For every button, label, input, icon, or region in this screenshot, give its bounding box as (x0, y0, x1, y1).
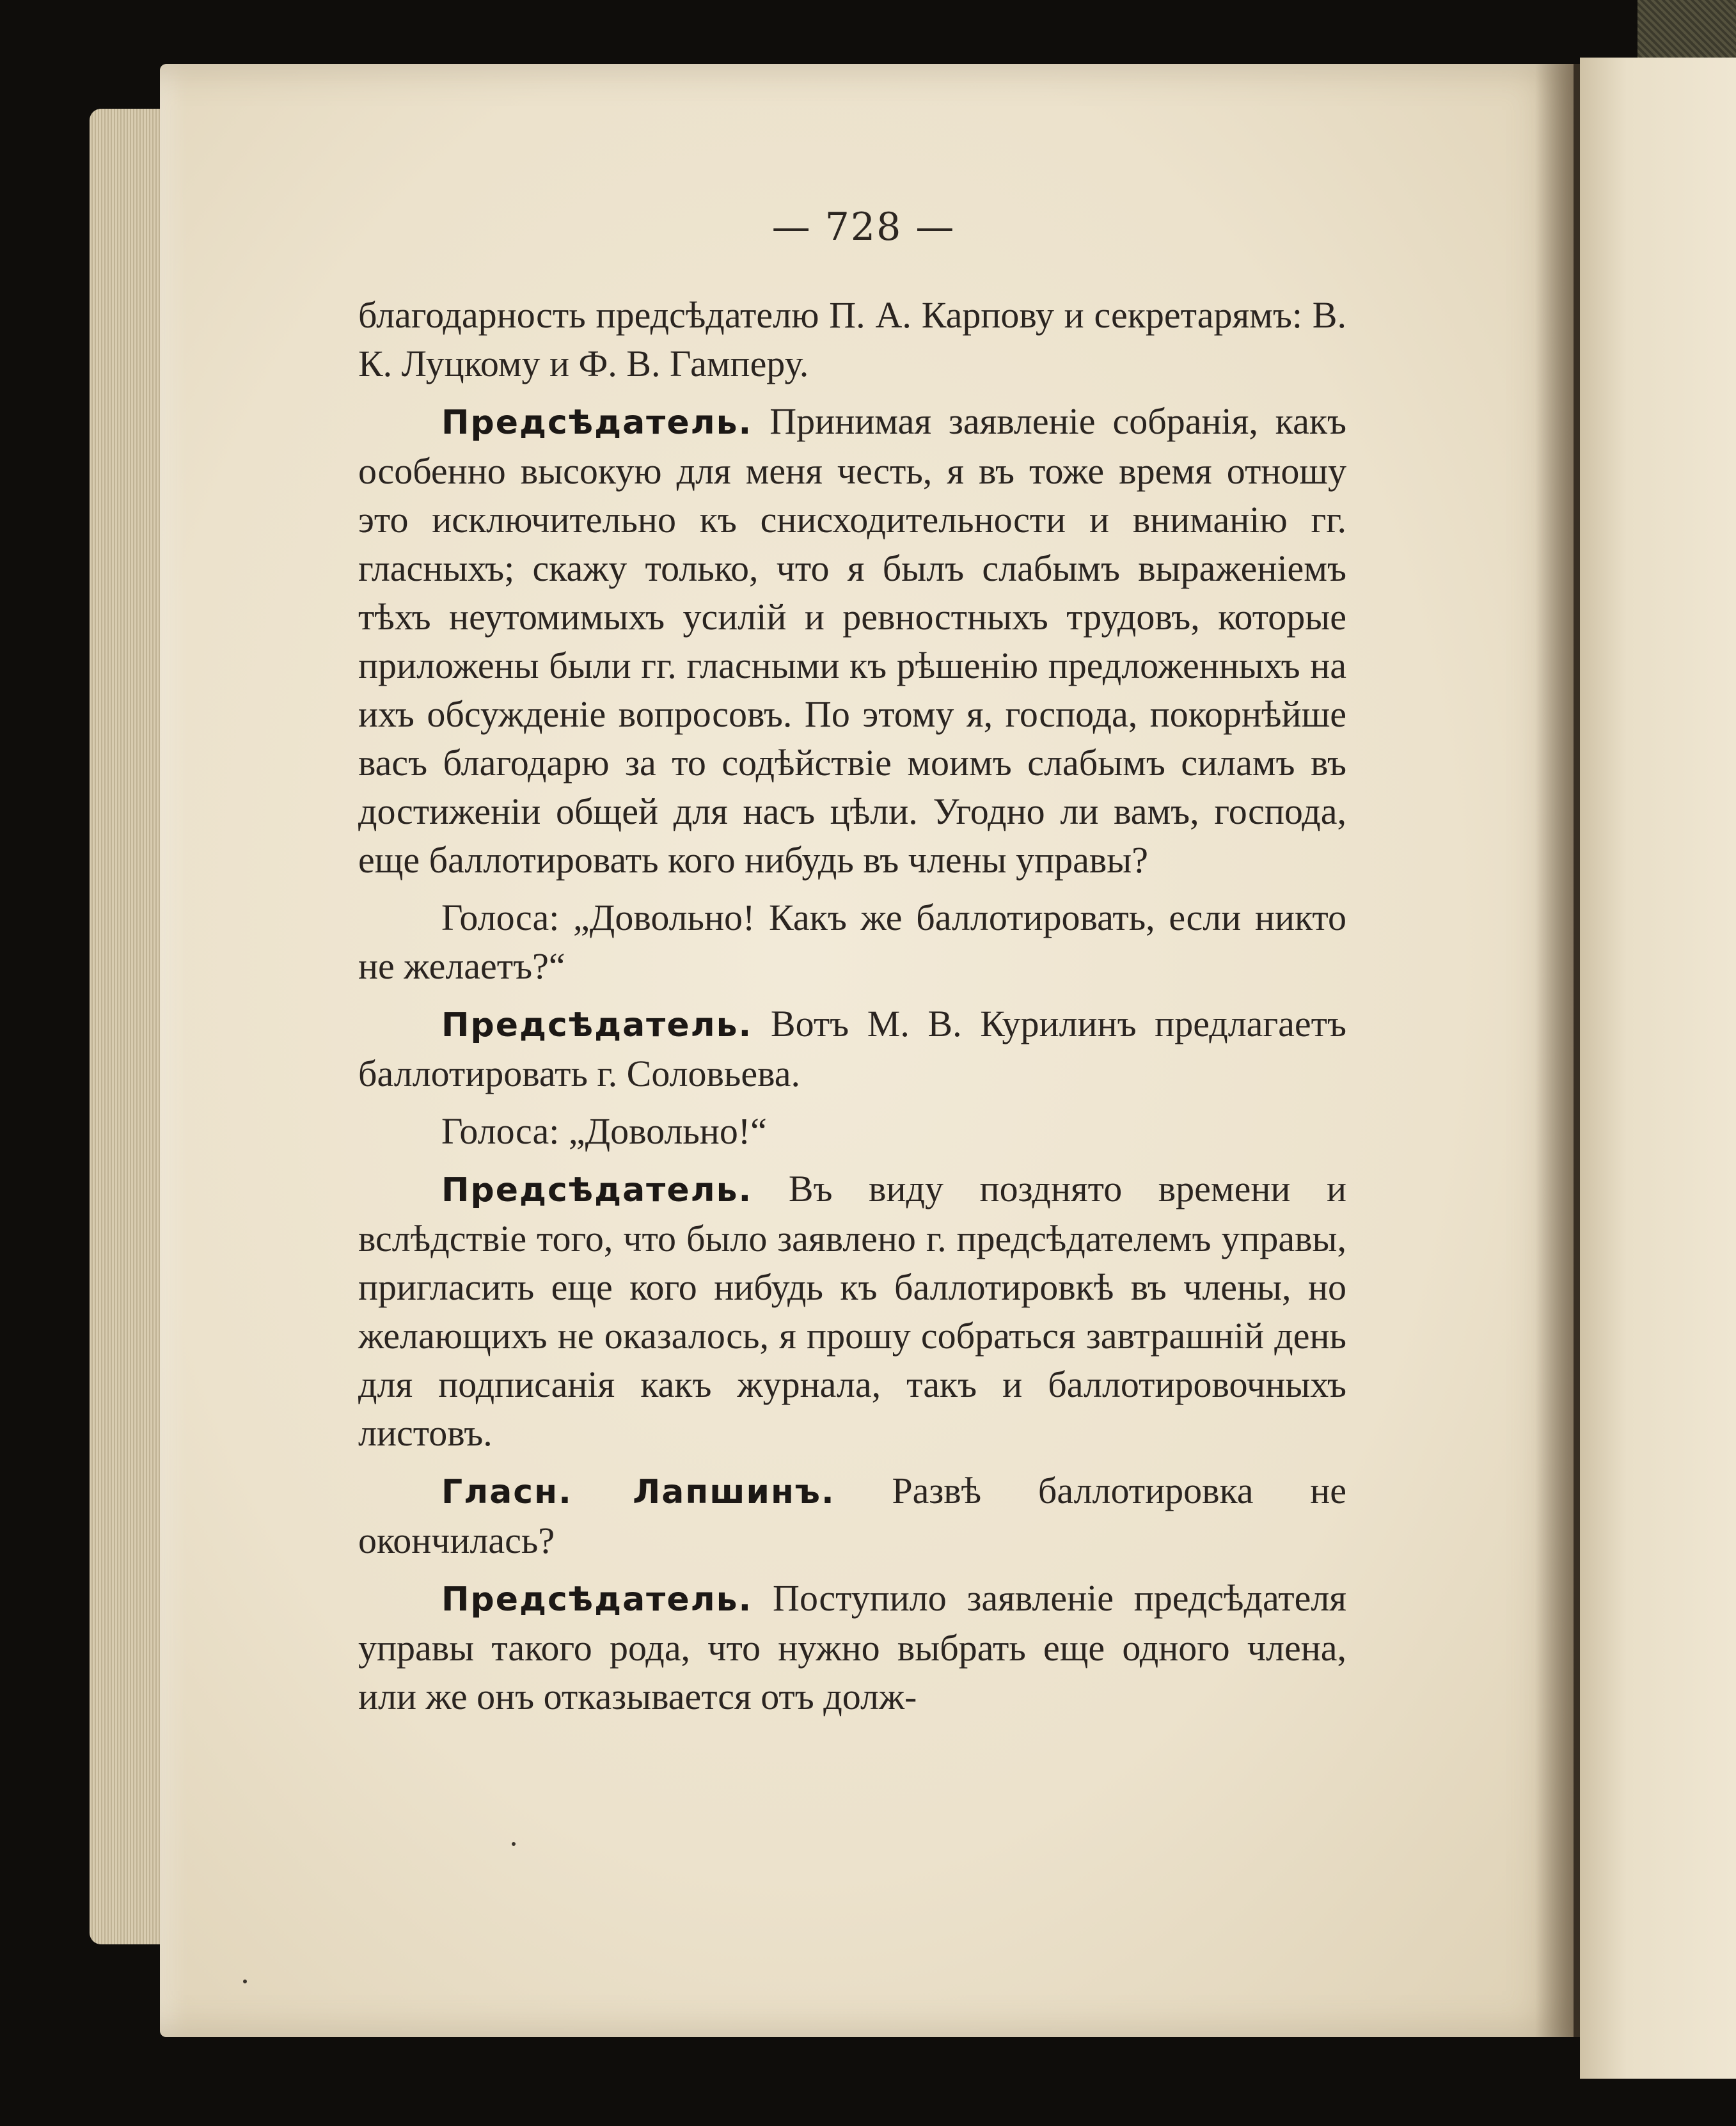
paragraph-3-text: Голоса: „Довольно! Какъ же баллотировать, если никто не желаетъ?“ (358, 897, 1346, 987)
speaker-label: Предсѣдатель. (441, 404, 753, 442)
paper-speck (512, 1842, 516, 1846)
paragraph-1 (358, 291, 1346, 388)
speaker-label: Предсѣдатель. (441, 1006, 753, 1044)
paragraph-7-text: Развѣ баллотировка не окончилась? (358, 1470, 1346, 1561)
paragraph-4-text: Вотъ М. В. Курилинъ предлагаетъ баллотировать г. Соловьева. (358, 1003, 1346, 1094)
speaker-label: Предсѣдатель. (441, 1580, 753, 1619)
paragraph-2-text: Принимая заявленіе собранія, какъ особенно высокую для меня честь, я въ тоже время отношу это исключительно къ снисходительности и вниманію гг. гласныхъ; скажу только, что я былъ слабымъ выраженіемъ тѣхъ неутомимыхъ усилій и ревностныхъ трудовъ, которые приложены были гг. гласными къ рѣшенію предложенныхъ на ихъ обсужденіе вопросовъ. По этому я, господа, покорнѣйше васъ благодарю за то содѣйствіе моимъ слабымъ силамъ въ достиженіи общей для насъ цѣли. Угодно ли вамъ, господа, еще баллотировать кого нибудь въ члены управы? (358, 400, 1346, 881)
paragraph-7 (358, 1467, 1346, 1565)
speaker-label: Гласн. Лапшинъ. (441, 1473, 835, 1511)
paragraph-8-text: Поступило заявленіе предсѣдателя управы такого рода, что нужно выбрать еще одного члена, или же онъ отказывается отъ долж- (358, 1577, 1346, 1717)
paragraph-8 (358, 1574, 1346, 1721)
paragraph-5 (358, 1107, 1346, 1156)
paragraph-3 (358, 894, 1346, 991)
page-number: — 728 — (771, 205, 956, 249)
paragraph-6-text: Въ виду позднято времени и вслѣдствіе того, что было заявлено г. предсѣдателемъ управы, пригласить еще кого нибудь къ баллотировкѣ въ члены, но желающихъ не оказалось, я прошу собраться завтрашній день для подписанія какъ журнала, такъ и баллотировочныхъ листовъ. (358, 1168, 1346, 1454)
paper-speck (243, 1980, 247, 1983)
right-page-edge (1580, 58, 1736, 2079)
speaker-label: Предсѣдатель. (441, 1171, 753, 1209)
paragraph-1-text: благодарность предсѣдателю П. А. Карпову и секретарямъ: В. К. Луцкому и Ф. В. Гамперу. (358, 294, 1346, 384)
paragraph-5-text: Голоса: „Довольно!“ (441, 1110, 767, 1152)
paragraph-4 (358, 1000, 1346, 1098)
paragraph-2 (358, 397, 1346, 885)
body-text (358, 291, 1346, 1721)
paragraph-6 (358, 1165, 1346, 1458)
